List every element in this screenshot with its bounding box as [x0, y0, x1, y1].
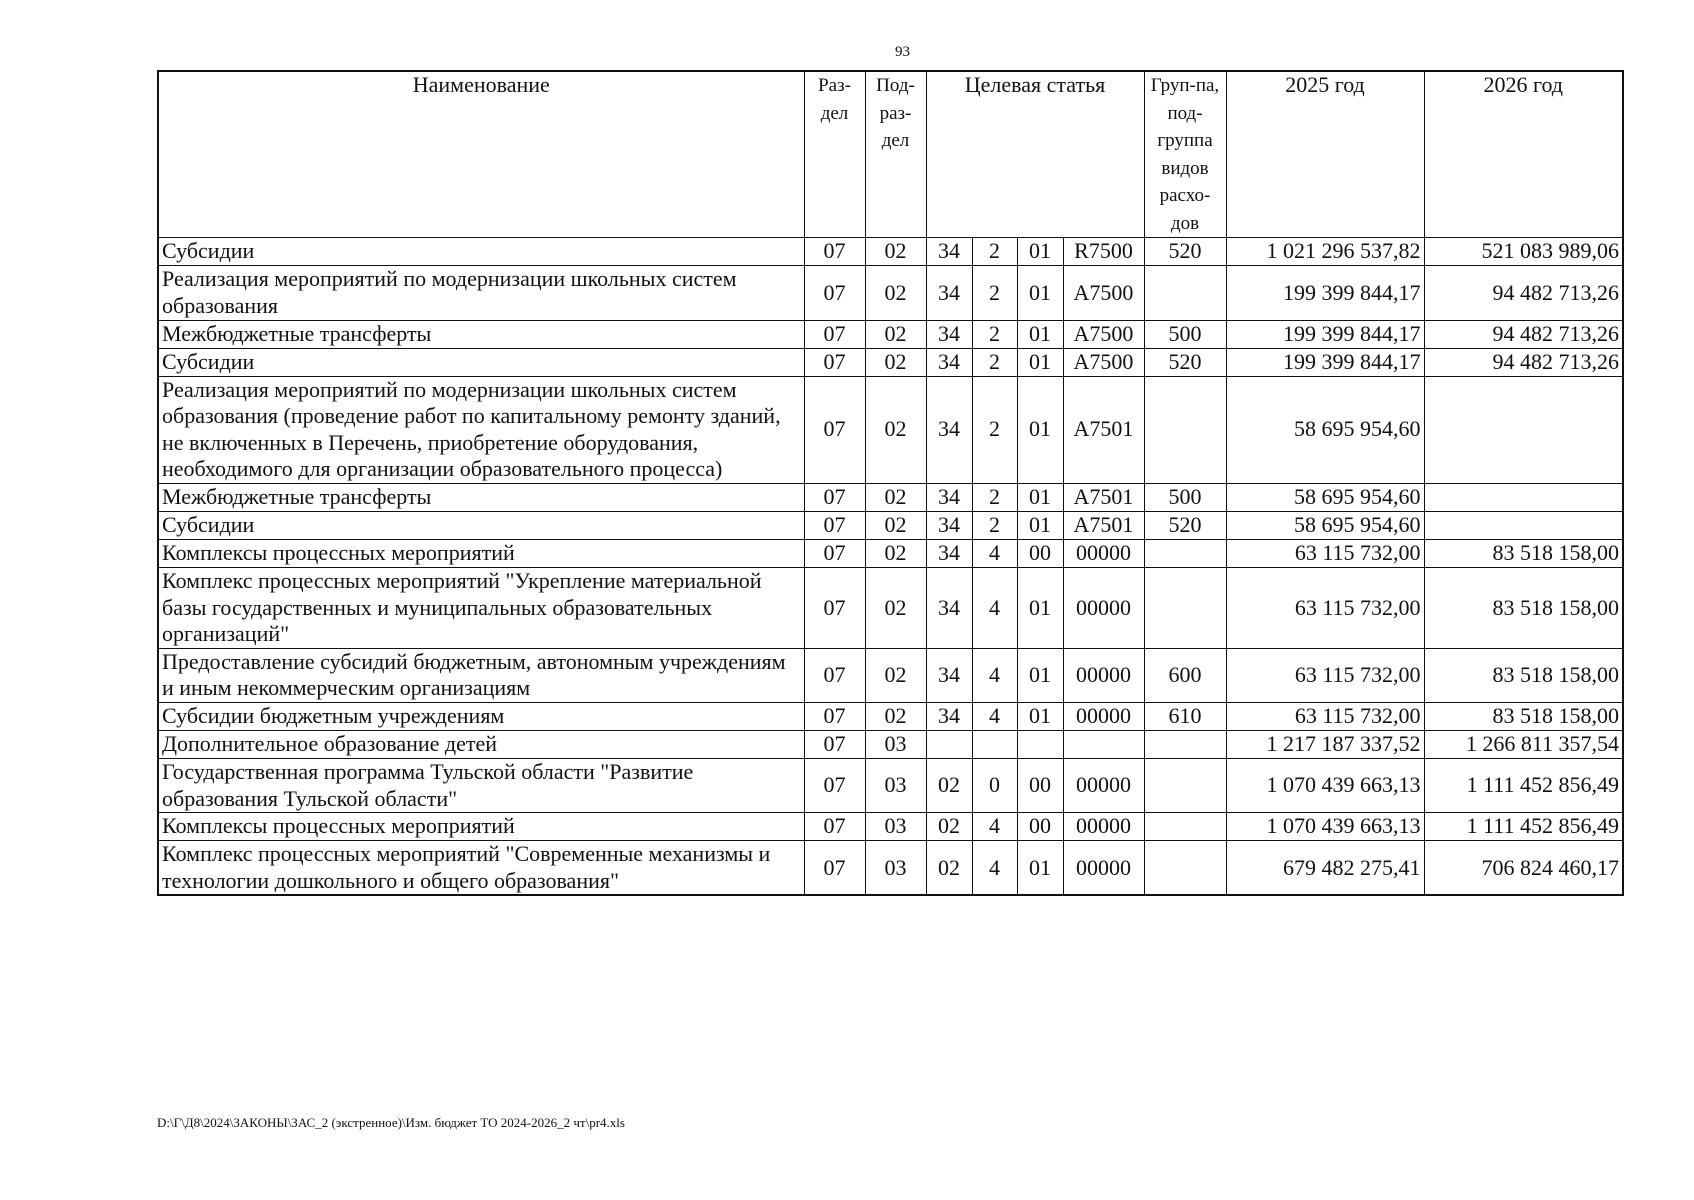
target-subprogram-cell: 01: [1017, 567, 1063, 648]
table-row: [158, 702, 1623, 730]
target-program-cell: 34: [926, 266, 972, 320]
row-name-cell: Комплекс процессных мероприятий "Современные механизмы и технологии дошкольного и общего образования": [158, 841, 804, 896]
amount-2026-cell: 83 518 158,00: [1424, 539, 1623, 567]
expense-group-cell: [1144, 567, 1226, 648]
expense-group-cell: 600: [1144, 648, 1226, 702]
row-name-cell: Комплексы процессных мероприятий: [158, 813, 804, 841]
subsection-cell: 02: [865, 511, 926, 539]
row-name-cell: Субсидии: [158, 238, 804, 266]
row-name-cell: Государственная программа Тульской области "Развитие образования Тульской области": [158, 758, 804, 812]
amount-2025-cell: 199 399 844,17: [1226, 266, 1424, 320]
amount-2025-cell: 1 021 296 537,82: [1226, 238, 1424, 266]
expense-group-cell: 520: [1144, 238, 1226, 266]
target-type-cell: 2: [972, 483, 1017, 511]
target-program-cell: 34: [926, 376, 972, 483]
target-type-cell: 2: [972, 348, 1017, 376]
target-program-cell: 34: [926, 567, 972, 648]
amount-2025-cell: 1 070 439 663,13: [1226, 813, 1424, 841]
target-direction-cell: 00000: [1063, 567, 1144, 648]
table-row: [158, 376, 1623, 483]
section-cell: 07: [804, 841, 865, 896]
row-name-cell: Субсидии: [158, 348, 804, 376]
expense-group-cell: [1144, 539, 1226, 567]
target-subprogram-cell: 01: [1017, 238, 1063, 266]
target-subprogram-cell: 01: [1017, 376, 1063, 483]
header-year-2026: 2026 год: [1424, 71, 1623, 238]
section-cell: 07: [804, 348, 865, 376]
amount-2026-cell: 1 111 452 856,49: [1424, 813, 1623, 841]
section-cell: 07: [804, 567, 865, 648]
table-row: [158, 758, 1623, 812]
row-name-cell: Предоставление субсидий бюджетным, автономным учреждениям и иным некоммерческим организациям: [158, 648, 804, 702]
header-year-2025: 2025 год: [1226, 71, 1424, 238]
subsection-cell: 02: [865, 648, 926, 702]
subsection-cell: 02: [865, 376, 926, 483]
amount-2025-cell: 1 217 187 337,52: [1226, 730, 1424, 758]
target-program-cell: 02: [926, 813, 972, 841]
amount-2026-cell: 706 824 460,17: [1424, 841, 1623, 896]
target-subprogram-cell: 01: [1017, 511, 1063, 539]
target-direction-cell: 00000: [1063, 648, 1144, 702]
target-subprogram-cell: 00: [1017, 539, 1063, 567]
target-subprogram-cell: 01: [1017, 320, 1063, 348]
amount-2025-cell: 63 115 732,00: [1226, 648, 1424, 702]
target-type-cell: [972, 730, 1017, 758]
target-direction-cell: R7500: [1063, 238, 1144, 266]
target-type-cell: 4: [972, 539, 1017, 567]
target-direction-cell: А7501: [1063, 376, 1144, 483]
amount-2026-cell: 83 518 158,00: [1424, 567, 1623, 648]
subsection-cell: 02: [865, 702, 926, 730]
section-cell: 07: [804, 376, 865, 483]
section-cell: 07: [804, 758, 865, 812]
subsection-cell: 02: [865, 320, 926, 348]
target-program-cell: 34: [926, 702, 972, 730]
target-direction-cell: А7501: [1063, 483, 1144, 511]
target-type-cell: 2: [972, 238, 1017, 266]
amount-2025-cell: 58 695 954,60: [1226, 511, 1424, 539]
target-program-cell: 34: [926, 483, 972, 511]
target-subprogram-cell: 01: [1017, 266, 1063, 320]
target-type-cell: 0: [972, 758, 1017, 812]
amount-2026-cell: 1 266 811 357,54: [1424, 730, 1623, 758]
table-row: [158, 511, 1623, 539]
table-row: [158, 648, 1623, 702]
section-cell: 07: [804, 266, 865, 320]
target-program-cell: 34: [926, 348, 972, 376]
table-row: [158, 567, 1623, 648]
amount-2025-cell: 199 399 844,17: [1226, 320, 1424, 348]
target-direction-cell: 00000: [1063, 841, 1144, 896]
amount-2026-cell: [1424, 483, 1623, 511]
subsection-cell: 02: [865, 266, 926, 320]
expense-group-cell: [1144, 376, 1226, 483]
table-row: [158, 320, 1623, 348]
target-subprogram-cell: 01: [1017, 648, 1063, 702]
amount-2025-cell: 63 115 732,00: [1226, 539, 1424, 567]
section-cell: 07: [804, 702, 865, 730]
target-program-cell: 34: [926, 539, 972, 567]
target-type-cell: 4: [972, 813, 1017, 841]
amount-2026-cell: 94 482 713,26: [1424, 348, 1623, 376]
target-program-cell: [926, 730, 972, 758]
amount-2026-cell: 521 083 989,06: [1424, 238, 1623, 266]
subsection-cell: 02: [865, 238, 926, 266]
budget-table: [157, 70, 1624, 896]
expense-group-cell: [1144, 730, 1226, 758]
target-program-cell: 34: [926, 320, 972, 348]
amount-2025-cell: 679 482 275,41: [1226, 841, 1424, 896]
subsection-cell: 02: [865, 348, 926, 376]
section-cell: 07: [804, 238, 865, 266]
target-direction-cell: [1063, 730, 1144, 758]
file-path-footer: D:\Г\Д8\2024\ЗАКОНЫ\ЗАС_2 (экстренное)\Изм. бюджет ТО 2024-2026_2 чт\pr4.xls: [157, 1115, 625, 1130]
target-direction-cell: 00000: [1063, 539, 1144, 567]
target-subprogram-cell: 01: [1017, 841, 1063, 896]
target-type-cell: 4: [972, 648, 1017, 702]
section-cell: 07: [804, 648, 865, 702]
section-cell: 07: [804, 511, 865, 539]
amount-2026-cell: [1424, 511, 1623, 539]
row-name-cell: Межбюджетные трансферты: [158, 483, 804, 511]
expense-group-cell: [1144, 266, 1226, 320]
target-type-cell: 4: [972, 702, 1017, 730]
expense-group-cell: 610: [1144, 702, 1226, 730]
amount-2025-cell: 58 695 954,60: [1226, 376, 1424, 483]
target-direction-cell: А7500: [1063, 266, 1144, 320]
target-subprogram-cell: 00: [1017, 758, 1063, 812]
header-section: Раз-дел: [804, 71, 865, 238]
target-program-cell: 34: [926, 511, 972, 539]
amount-2026-cell: 94 482 713,26: [1424, 320, 1623, 348]
table-row: [158, 813, 1623, 841]
row-name-cell: Комплексы процессных мероприятий: [158, 539, 804, 567]
expense-group-cell: 500: [1144, 320, 1226, 348]
table-row: [158, 539, 1623, 567]
table-row: [158, 348, 1623, 376]
target-type-cell: 2: [972, 511, 1017, 539]
expense-group-cell: 520: [1144, 348, 1226, 376]
subsection-cell: 02: [865, 567, 926, 648]
expense-group-cell: [1144, 813, 1226, 841]
target-type-cell: 4: [972, 567, 1017, 648]
target-subprogram-cell: 01: [1017, 348, 1063, 376]
expense-group-cell: [1144, 841, 1226, 896]
page-number: 93: [895, 44, 910, 60]
section-cell: 07: [804, 539, 865, 567]
target-subprogram-cell: [1017, 730, 1063, 758]
amount-2026-cell: 83 518 158,00: [1424, 648, 1623, 702]
header-target-article: Целевая статья: [926, 71, 1144, 238]
section-cell: 07: [804, 483, 865, 511]
row-name-cell: Дополнительное образование детей: [158, 730, 804, 758]
target-direction-cell: А7501: [1063, 511, 1144, 539]
amount-2025-cell: 63 115 732,00: [1226, 702, 1424, 730]
target-direction-cell: 00000: [1063, 702, 1144, 730]
target-type-cell: 2: [972, 266, 1017, 320]
expense-group-cell: 500: [1144, 483, 1226, 511]
table-row: [158, 483, 1623, 511]
table-row: [158, 266, 1623, 320]
header-row: [158, 71, 1623, 238]
target-subprogram-cell: 01: [1017, 483, 1063, 511]
amount-2025-cell: 58 695 954,60: [1226, 483, 1424, 511]
target-type-cell: 2: [972, 320, 1017, 348]
subsection-cell: 03: [865, 758, 926, 812]
section-cell: 07: [804, 320, 865, 348]
target-direction-cell: 00000: [1063, 758, 1144, 812]
target-program-cell: 02: [926, 758, 972, 812]
amount-2025-cell: 199 399 844,17: [1226, 348, 1424, 376]
target-program-cell: 02: [926, 841, 972, 896]
amount-2026-cell: 83 518 158,00: [1424, 702, 1623, 730]
subsection-cell: 03: [865, 813, 926, 841]
amount-2025-cell: 1 070 439 663,13: [1226, 758, 1424, 812]
section-cell: 07: [804, 813, 865, 841]
row-name-cell: Реализация мероприятий по модернизации школьных систем образования (проведение работ по капитальному ремонту зданий, не включенных в Перечень, приобретение оборудования, необходимого для организации образовательного процесса): [158, 376, 804, 483]
target-type-cell: 2: [972, 376, 1017, 483]
expense-group-cell: [1144, 758, 1226, 812]
row-name-cell: Реализация мероприятий по модернизации школьных систем образования: [158, 266, 804, 320]
row-name-cell: Субсидии: [158, 511, 804, 539]
target-direction-cell: А7500: [1063, 320, 1144, 348]
target-subprogram-cell: 00: [1017, 813, 1063, 841]
header-name: Наименование: [158, 71, 804, 238]
row-name-cell: Межбюджетные трансферты: [158, 320, 804, 348]
target-program-cell: 34: [926, 648, 972, 702]
target-direction-cell: А7500: [1063, 348, 1144, 376]
row-name-cell: Комплекс процессных мероприятий "Укрепление материальной базы государственных и муниципальных образовательных организаций": [158, 567, 804, 648]
section-cell: 07: [804, 730, 865, 758]
table-row: [158, 238, 1623, 266]
table-row: [158, 730, 1623, 758]
target-direction-cell: 00000: [1063, 813, 1144, 841]
header-expense-group: Груп-па, под-группа видов расхо-дов: [1144, 71, 1226, 238]
subsection-cell: 03: [865, 841, 926, 896]
subsection-cell: 02: [865, 539, 926, 567]
subsection-cell: 03: [865, 730, 926, 758]
row-name-cell: Субсидии бюджетным учреждениям: [158, 702, 804, 730]
expense-group-cell: 520: [1144, 511, 1226, 539]
target-program-cell: 34: [926, 238, 972, 266]
target-type-cell: 4: [972, 841, 1017, 896]
subsection-cell: 02: [865, 483, 926, 511]
amount-2026-cell: [1424, 376, 1623, 483]
header-subsection: Под-раз-дел: [865, 71, 926, 238]
amount-2026-cell: 1 111 452 856,49: [1424, 758, 1623, 812]
amount-2025-cell: 63 115 732,00: [1226, 567, 1424, 648]
table-row: [158, 841, 1623, 896]
amount-2026-cell: 94 482 713,26: [1424, 266, 1623, 320]
target-subprogram-cell: 01: [1017, 702, 1063, 730]
